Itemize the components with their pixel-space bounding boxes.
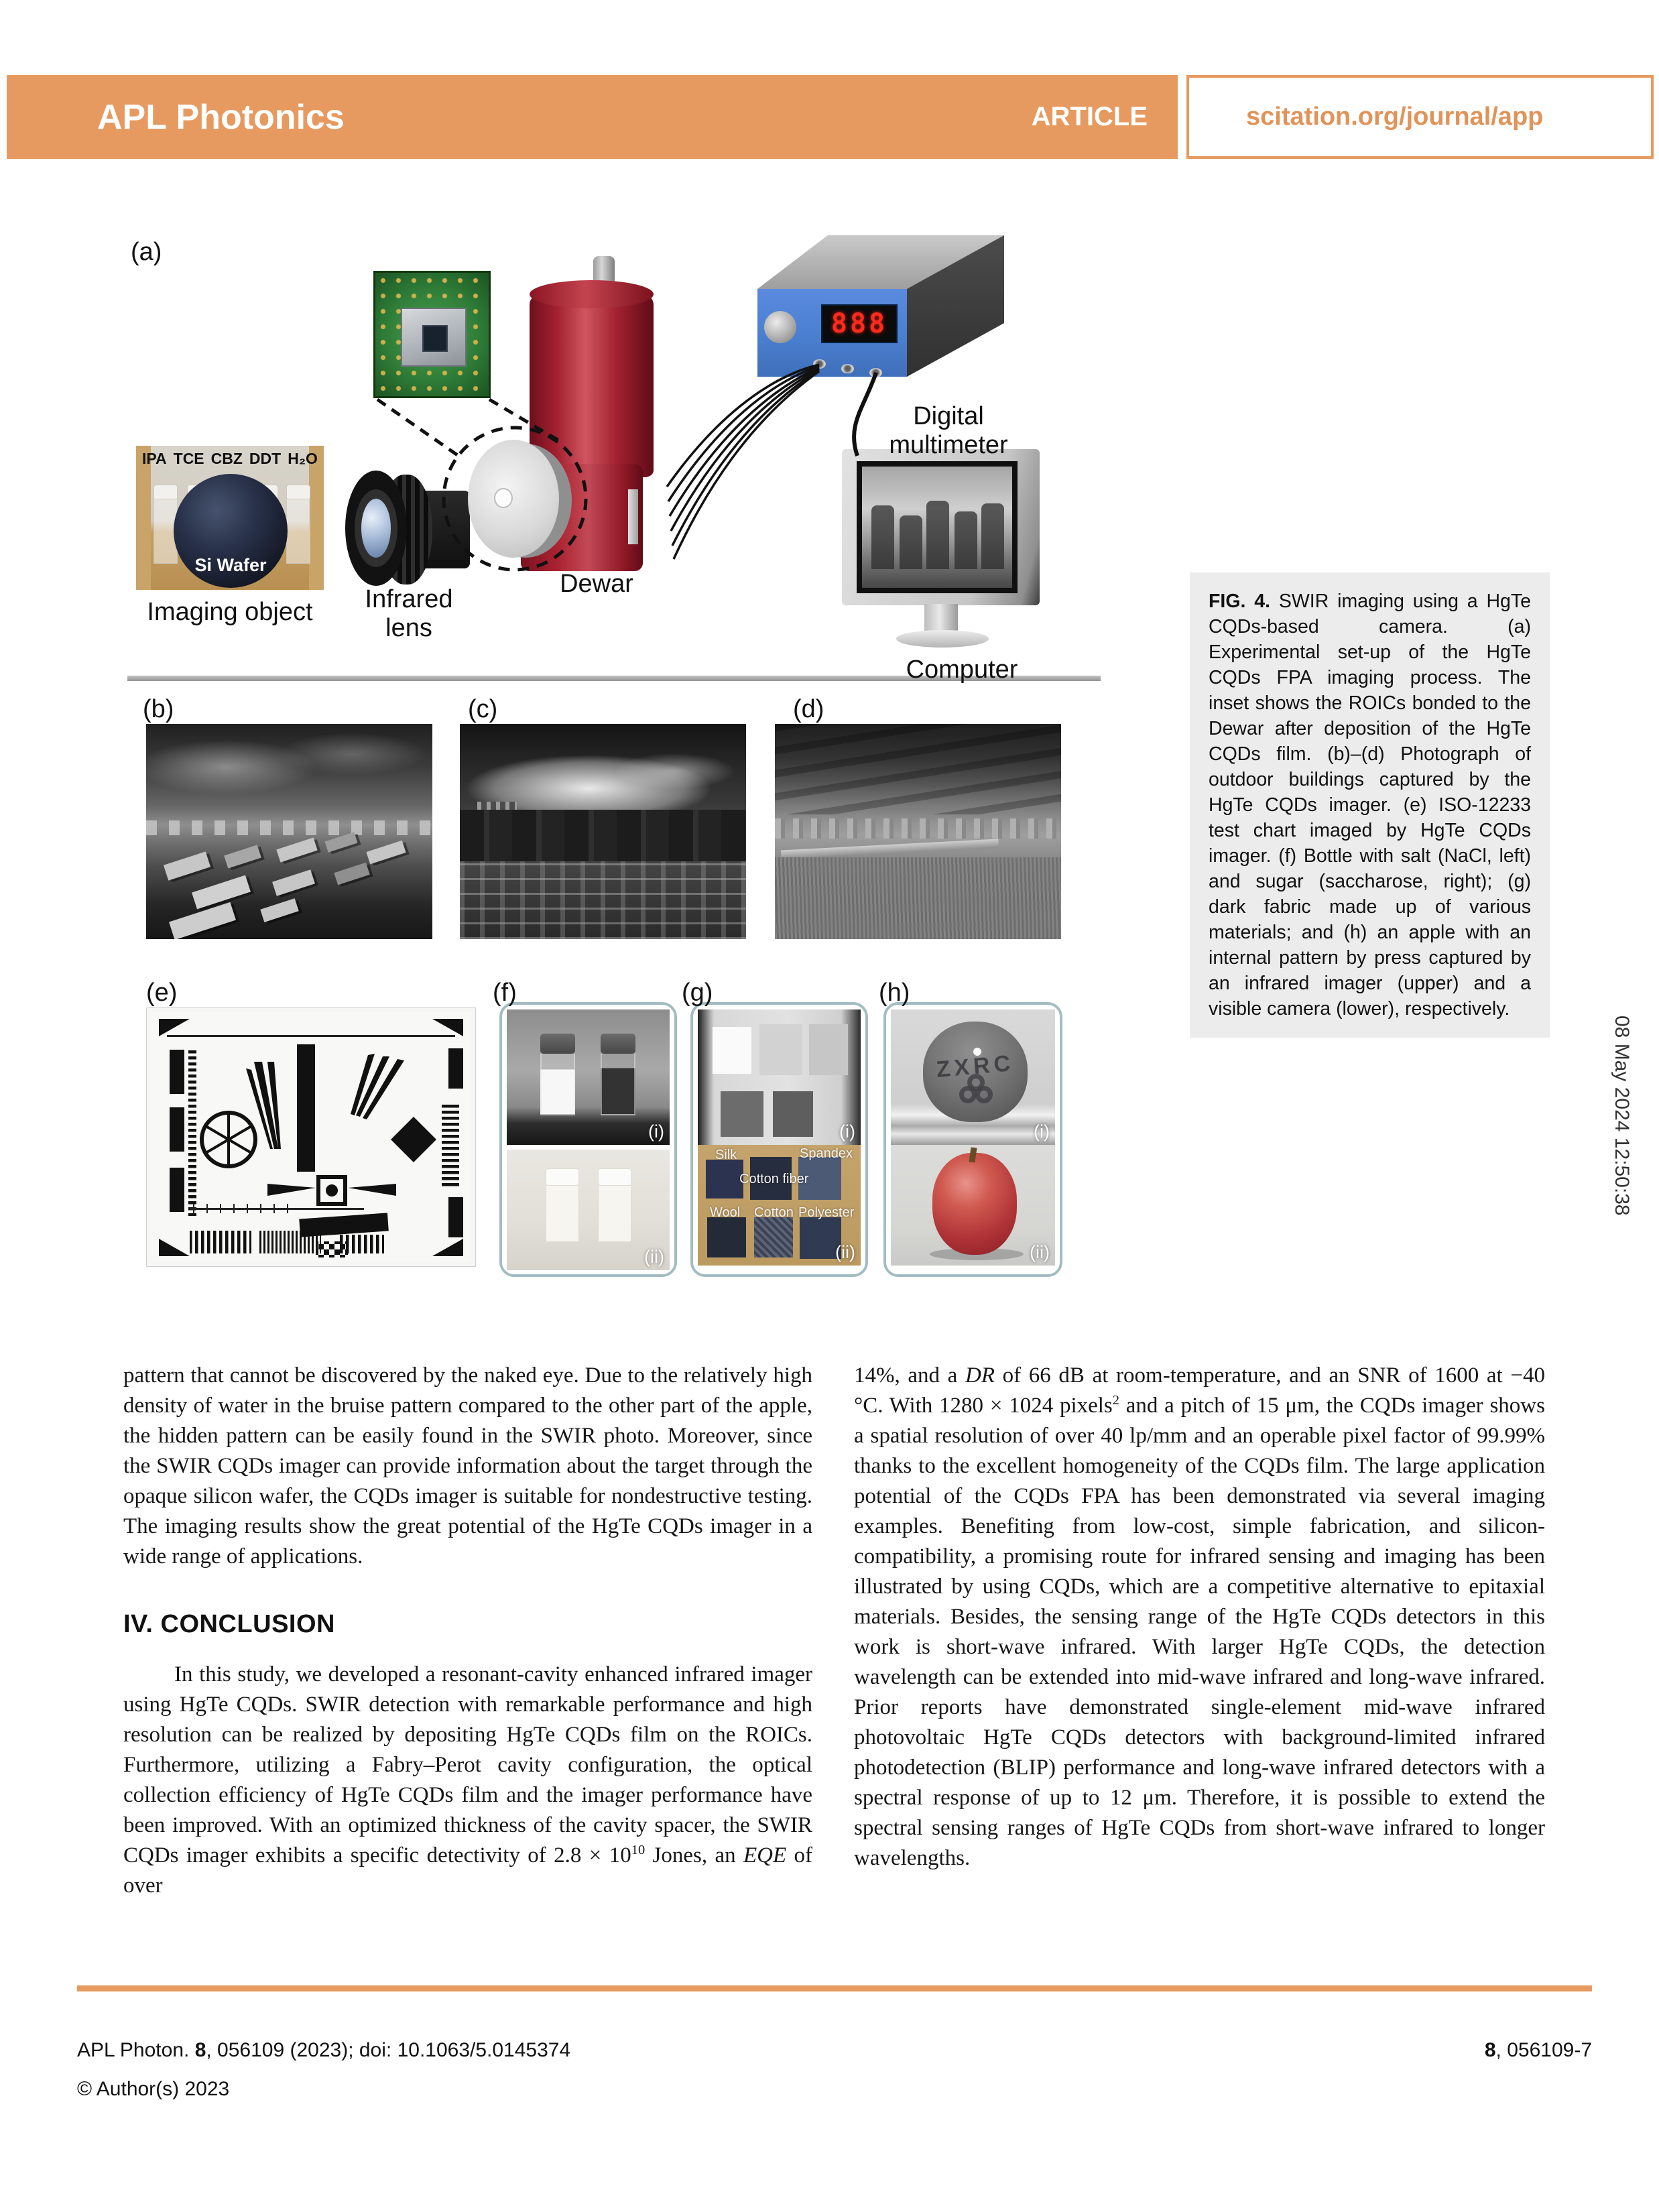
photo-c-waterfront xyxy=(460,724,746,939)
imaging-object-caption: Imaging object xyxy=(147,598,313,626)
right-column xyxy=(854,1361,1545,1873)
fabric-label-wool: Wool xyxy=(710,1205,741,1220)
monitor-bottle xyxy=(955,511,977,569)
photo-d-skyline xyxy=(775,724,1061,939)
article-badge: ARTICLE xyxy=(1031,102,1148,131)
fpa-disc xyxy=(468,440,559,558)
container xyxy=(224,845,261,868)
container xyxy=(272,869,315,896)
salt-vial-visible xyxy=(546,1168,579,1242)
vial-label: H₂O xyxy=(288,450,318,467)
apple-visible xyxy=(932,1153,1017,1255)
multimeter-port xyxy=(813,359,826,369)
sub-label-i: (i) xyxy=(839,1121,855,1142)
container xyxy=(334,863,369,885)
water-reflection xyxy=(460,861,746,939)
roic-chip xyxy=(401,308,467,367)
vial-labels-row xyxy=(139,450,321,468)
iso-12233-test-chart xyxy=(146,1007,476,1267)
fabric-silk xyxy=(706,1160,743,1199)
sub-label-i: (i) xyxy=(648,1121,664,1142)
apple-hidden-pattern-text: ZXRC xyxy=(935,1050,1016,1083)
header-bar xyxy=(7,75,1178,159)
left-column xyxy=(123,1361,812,1901)
figure-caption: FIG. 4. SWIR imaging using a HgTe CQDs-based camera. (a) Experimental set-up of the HgTe CQDs FPA imaging process. The inset shows the ROICs bonded to the Dewar after deposition of the HgTe CQDs film. (b)–(d) Photograph of outdoor buildings captured by the HgTe CQDs imager. (e) ISO-12233 test chart imaged by HgTe CQDs imager. (f) Bottle with salt (NaCl, left) and sugar (saccharose, right); (g) dark fabric made up of various materials; and (h) an apple with an internal pattern by press captured by an infrared imager (upper) and a visible camera (lower), respectively. xyxy=(1190,572,1550,1038)
monitor-image xyxy=(862,467,1012,588)
roic-inset-photo xyxy=(373,271,491,398)
vial-label: DDT xyxy=(249,450,282,467)
multimeter-readout: 888 xyxy=(831,308,888,339)
panel-g-label: (g) xyxy=(682,979,713,1007)
vial-label: TCE xyxy=(173,450,204,467)
fabric-swir xyxy=(721,1091,763,1137)
panel-f-box xyxy=(499,1002,677,1277)
vial xyxy=(286,485,310,564)
building-row xyxy=(460,810,746,861)
panel-e-label: (e) xyxy=(146,979,178,1007)
download-timestamp: 08 May 2024 12:50:38 xyxy=(1611,1016,1633,1216)
sub-label-ii: (ii) xyxy=(644,1247,664,1267)
dewar-cylinder xyxy=(530,282,654,477)
fabric-swir xyxy=(759,1024,802,1075)
si-wafer xyxy=(174,474,288,588)
fabric-swir xyxy=(773,1091,813,1137)
si-wafer-label: Si Wafer xyxy=(194,555,267,575)
footer-rule xyxy=(77,1985,1592,1991)
container xyxy=(169,902,236,939)
section-heading-conclusion: IV. CONCLUSION xyxy=(123,1610,335,1638)
multimeter-display xyxy=(821,304,898,343)
panel-g-swir-image xyxy=(698,1009,861,1145)
figure-4 xyxy=(124,228,1106,1341)
monitor-stand xyxy=(924,604,958,633)
imaging-object-photo xyxy=(136,446,324,590)
panel-a-label: (a) xyxy=(131,238,162,266)
fabric-label-cotton: Cotton xyxy=(754,1205,794,1220)
panel-h-label: (h) xyxy=(879,979,910,1007)
fabric-label-cotton-fiber: Cotton fiber xyxy=(739,1172,809,1186)
site-url-link[interactable]: scitation.org/journal/app xyxy=(1246,103,1544,131)
fabric-label-silk: Silk xyxy=(715,1148,737,1162)
fabric-cotton xyxy=(754,1217,793,1257)
apple-swir xyxy=(923,1022,1028,1122)
panel-h-box xyxy=(883,1002,1062,1277)
panel-h-swir-image xyxy=(891,1009,1055,1145)
monitor-bottle xyxy=(926,501,949,569)
conclusion-paragraph-right: 14%, and a DR of 66 dB at room-temperature, and an SNR of 1600 at −40 °C. With 1280 × 1024 pixels$^2$ and a pitch of 15 μm, the CQDs imager shows a spatial resolution of over 40 lp/mm and an operable pixel factor of 99.99% thanks to the excellent homogeneity of the CQDs film. The large application potential of the CQDs FPA has been demonstrated via several imaging examples. Benefiting from low-cost, simple fabrication, and silicon-compatibility, a promising route for infrared sensing and imaging has been illustrated by using CQDs, which are a competitive alternative to epitaxial materials. Besides, the sensing range of the HgTe CQDs detectors in this work is short-wave infrared. With larger HgTe CQDs, the detection wavelength can be extended into mid-wave infrared and long-wave infrared. Prior reports have demonstrated single-element mid-wave infrared photovoltaic HgTe CQDs detectors with background-limited infrared photodetection (BLIP) performance and long-wave infrared detectors with a spectral response of up to 12 μm. Therefore, it is possible to extend the spectral sensing ranges of HgTe CQDs from short-wave infrared to longer wavelengths. xyxy=(854,1363,1545,1870)
apple-pattern-ring xyxy=(967,1074,985,1091)
multimeter-port xyxy=(869,368,882,377)
fabric-label-spandex: Spandex xyxy=(800,1146,853,1161)
conclusion-paragraph-left: In this study, we developed a resonant-cavity enhanced infrared imager using HgTe CQDs. SWIR detection with remarkable performance and high resolution can be realized by depositing HgTe CQDs film on the ROICs. Furthermore, utilizing a Fabry–Perot cavity configuration, the optical collection efficiency of HgTe CQDs film and the imager performance have been improved. With an optimized thickness of the cavity spacer, the SWIR CQDs imager exhibits a specific detectivity of $2.8 \times 10^{10}$ Jones, an EQE of over xyxy=(123,1662,812,1898)
container xyxy=(260,898,299,922)
monitor-base xyxy=(896,630,989,648)
fabric-swir xyxy=(713,1027,751,1074)
skyline xyxy=(146,820,432,835)
monitor-bottle xyxy=(871,505,894,569)
sub-label-i: (i) xyxy=(1034,1121,1050,1142)
sub-label-ii: (ii) xyxy=(835,1242,855,1262)
bridge-road xyxy=(780,839,998,859)
footer-citation: APL Photon. 8, 056109 (2023); doi: 10.1063/5.0145374 xyxy=(77,2039,571,2061)
sugar-vial-visible xyxy=(598,1168,631,1242)
multimeter-caption: Digital multimeter xyxy=(889,402,1008,459)
fpa-sensor xyxy=(422,325,448,352)
panel-b-label: (b) xyxy=(143,695,174,723)
infrared-lens-caption: Infrared lens xyxy=(365,585,453,642)
panel-g-box xyxy=(690,1002,868,1277)
sub-label-ii: (ii) xyxy=(1030,1242,1050,1262)
panel-f-label: (f) xyxy=(493,979,517,1007)
computer-caption: Computer xyxy=(906,656,1018,684)
footer-page-number: 8, 056109-7 xyxy=(1484,2039,1592,2061)
vial-label: CBZ xyxy=(210,450,243,467)
monitor-bottle xyxy=(900,515,922,569)
fpa-disc-window xyxy=(494,488,513,508)
panel-g-visible-image xyxy=(698,1145,861,1266)
container xyxy=(192,875,251,910)
panel-h-visible-image xyxy=(891,1145,1055,1266)
container xyxy=(276,838,317,863)
vial-label: IPA xyxy=(142,450,167,467)
city-skyline xyxy=(775,818,1061,839)
body-paragraph: pattern that cannot be discovered by the naked eye. Due to the relatively high density of water in the bruise pattern compared to the other part of the apple, the hidden pattern can be easily found in the SWIR photo. Moreover, since the SWIR CQDs imager can provide information about the target through the opaque silicon wafer, the CQDs imager is suitable for nondestructive testing. The imaging results show the great potential of the HgTe CQDs imager in a wide range of applications. xyxy=(123,1363,812,1569)
container xyxy=(366,841,406,864)
monitor-bottle xyxy=(981,503,1004,569)
dewar-caption: Dewar xyxy=(560,570,633,598)
salt-vial xyxy=(540,1034,575,1115)
infrared-lens-glass xyxy=(361,499,391,558)
fabric-swir xyxy=(809,1024,848,1075)
panel-d-label: (d) xyxy=(793,695,824,723)
dewar-connector-slot xyxy=(628,489,638,544)
panel-f-swir-image xyxy=(507,1009,670,1145)
footer-copyright: © Author(s) 2023 xyxy=(77,2078,230,2100)
fabric-label-polyester: Polyester xyxy=(798,1205,855,1220)
sugar-vial xyxy=(601,1034,635,1115)
site-url-box xyxy=(1186,75,1654,159)
panel-f-visible-image xyxy=(507,1150,670,1270)
multimeter-port xyxy=(841,364,854,373)
journal-title: APL Photonics xyxy=(97,97,345,137)
photo-b-buildings xyxy=(146,724,432,939)
fabric-wool xyxy=(707,1217,746,1257)
container xyxy=(164,851,210,880)
cloud-streaks xyxy=(775,724,1061,814)
test-chart-graphics xyxy=(147,1008,475,1266)
multimeter-knob xyxy=(764,311,796,343)
panel-c-label: (c) xyxy=(468,695,498,723)
grass-field xyxy=(775,857,1061,939)
